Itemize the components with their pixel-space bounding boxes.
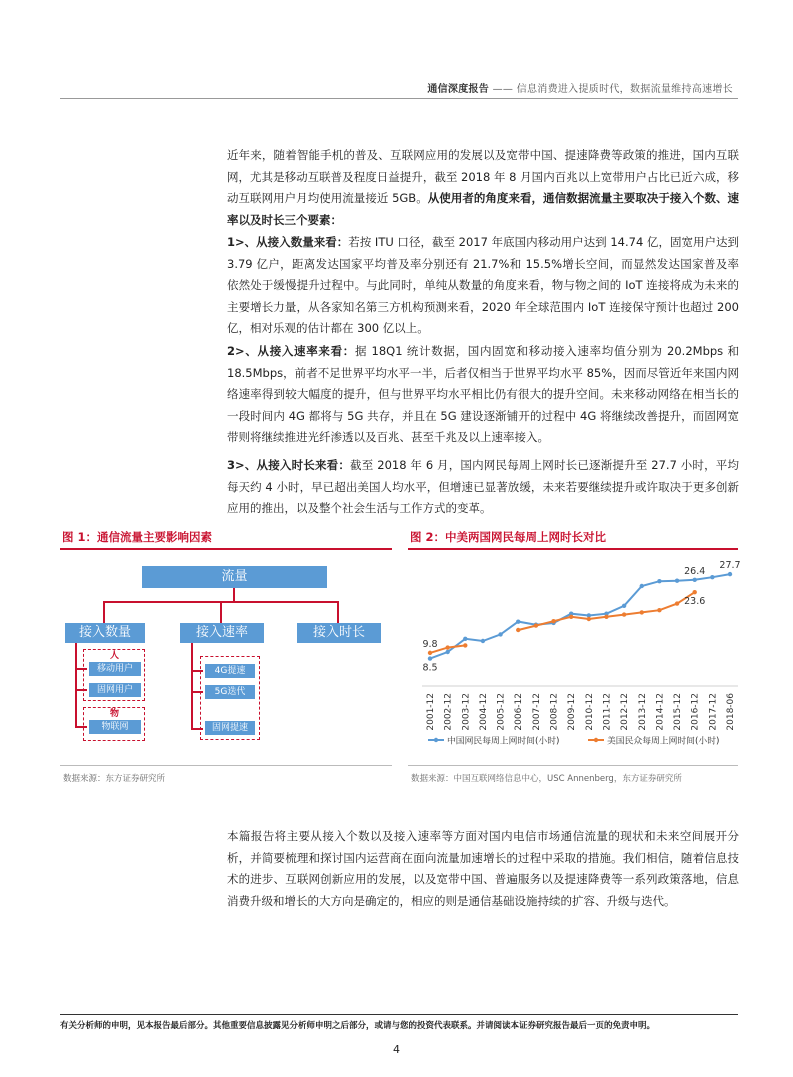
series-line-1 [430,592,695,653]
data-point-0 [622,604,626,608]
data-point-1 [587,617,591,621]
data-point-1 [640,610,644,614]
point-rate-paragraph [227,341,739,449]
x-tick-label: 2008-12 [549,693,560,731]
weekly-online-hours-chart [408,552,741,762]
mobile-users-box: 移动用户 [89,662,141,676]
x-tick-label: 2005-12 [496,693,507,731]
data-point-0 [710,575,714,579]
data-point-1 [463,643,467,647]
figure2-source-rule [408,765,738,766]
diagram-connector [75,643,77,728]
data-label: 27.7 [719,560,741,572]
x-tick-label: 2011-12 [602,693,613,731]
legend-label: 中国网民每周上网时间(小时) [447,736,560,747]
point-rate-text: 据 18Q1 统计数据，国内固宽和移动接入速率均值分别为 20.2Mbps 和 18.5Mbps，前者不足世界平均水平一半，后者仅相当于世界平均水平 85%，因而尽管近年来国内网络速率得到较大幅度的提升，但与世界平均水平相比仍有很大的提升空间。未来移动网络在相当长的一段时间内 4G 都将与 5G 共存，并且在 5G 建设逐渐铺开的过程中 4G 将继续改善提升，而固网宽带则将继续推进光纤渗透以及百兆、甚至千兆及以上速率接入。 [227,344,739,444]
fixed-speedup-box: 固网提速 [205,721,255,735]
point-quantity-text: 若按 ITU 口径，截至 2017 年底国内移动用户达到 14.74 亿，固宽用户达到 3.79 亿户，距离发达国家平均普及率分别还有 21.7%和 15.5%增长空间，而显然发达国家普及率依然处于缓慢提升过程中。与此同时，单纯从数量的角度来看，物与物之间的 IoT 连接将成为未来的主要增长力量，从各家知名第三方机构预测来看，2020 年全球范围内 IoT 连接保守预计也超过 200 亿，相对乐观的估计都在 300 亿以上。 [227,235,740,335]
figure2-caption: 图 2：中美两国网民每周上网时长对比 [410,530,607,544]
5g-iteration-box: 5G迭代 [205,685,255,699]
point-quantity-lead: 1>、从接入数量来看： [227,235,349,249]
fixed-users-box: 固网用户 [89,683,141,697]
point-duration-lead: 3>、从接入时长来看： [227,458,351,472]
header-divider [60,98,738,99]
x-tick-label: 2001-12 [426,693,436,731]
diagram-root-box: 流量 [142,566,327,588]
x-tick-label: 2016-12 [690,693,701,731]
person-group-label: 人 [110,651,120,661]
x-tick-label: 2009-12 [567,693,578,731]
report-subtitle: 信息消费进入提质时代，数据流量维持高速增长 [516,84,733,95]
diagram-branch-quantity: 接入数量 [65,623,145,643]
diagram-connector [75,668,87,670]
data-label: 26.4 [684,565,706,577]
data-label: 8.5 [422,662,438,674]
point-rate-lead: 2>、从接入速率来看： [227,344,355,358]
4g-upgrade-box: 4G提速 [205,664,255,678]
diagram-connector [220,601,222,623]
series-line-0 [430,574,730,659]
diagram-connector [337,601,339,623]
data-point-0 [481,639,485,643]
data-point-1 [693,590,697,594]
x-tick-label: 2012-12 [620,693,631,731]
x-tick-label: 2007-12 [531,693,542,731]
data-point-1 [516,628,520,632]
diagram-connector [233,588,235,602]
legend-label: 美国民众每周上网时间(小时) [607,736,720,747]
data-point-0 [640,584,644,588]
x-tick-label: 2003-12 [461,693,472,731]
data-point-1 [657,608,661,612]
data-point-0 [657,579,661,583]
report-type: 通信深度报告 [427,84,490,95]
data-point-1 [569,615,573,619]
page-number: 4 [393,1043,400,1056]
diagram-connector [191,691,203,693]
figure1-source-rule [60,765,392,766]
diagram-connector [191,728,203,730]
data-point-0 [728,572,732,576]
legend-marker-0 [434,738,438,742]
report-header [427,80,733,95]
data-label: 9.8 [422,638,438,650]
data-point-1 [604,615,608,619]
point-duration-paragraph [227,455,739,520]
data-point-1 [445,645,449,649]
diagram-connector [191,643,193,729]
point-quantity-paragraph [227,232,739,340]
data-point-0 [428,656,432,660]
point-duration-text: 截至 2018 年 6 月，国内网民每周上网时长已逐渐提升至 27.7 小时，平均每天约 4 小时，早已超出美国人均水平，但增速已显著放缓，未来若要继续提升或许取决于更多创新应用的推出，以及整个社会生活与工作方式的变革。 [227,458,739,515]
diagram-connector [75,689,87,691]
intro-text: 近年来，随着智能手机的普及、互联网应用的发展以及宽带中国、提速降费等政策的推进，国内互联网，尤其是移动互联普及程度日益提升，截至 2018 年 8 月国内百兆以上宽带用户占比已近六成，移动互联网用户月均使用流量接近 5GB。 [227,148,739,205]
thing-group-label: 物 [110,709,120,719]
figure2-source: 数据来源：中国互联网络信息中心，USC Annenberg，东方证券研究所 [411,774,682,784]
x-tick-label: 2017-12 [708,693,719,731]
iot-box: 物联网 [89,720,141,734]
x-tick-label: 2015-12 [673,693,684,731]
figure1-caption: 图 1：通信流量主要影响因素 [62,530,213,544]
data-label: 23.6 [684,596,706,608]
diagram-connector [103,601,105,623]
intro-paragraph [227,145,739,231]
header-separator: —— [489,84,517,95]
diagram-connector [191,670,203,672]
data-point-0 [693,578,697,582]
figure1-source: 数据来源：东方证券研究所 [63,774,166,784]
figure1-rule [60,548,392,550]
intro-bold-text: 从使用者的角度来看，通信数据流量主要取决于接入个数、速率以及时长三个要素： [227,191,739,227]
footer-divider [60,1014,738,1015]
x-tick-label: 2018-06 [726,693,736,731]
legend-marker-1 [594,738,598,742]
diagram-branch-duration: 接入时长 [297,623,381,643]
data-point-0 [463,637,467,641]
data-point-1 [534,623,538,627]
x-tick-label: 2004-12 [478,693,489,731]
data-point-0 [445,650,449,654]
diagram-connector [75,726,87,728]
summary-paragraph: 本篇报告将主要从接入个数以及接入速率等方面对国内电信市场通信流量的现状和未来空间展开分析，并简要梳理和探讨国内运营商在面向流量加速增长的过程中采取的措施。我们相信，随着信息技术的进步、互联网创新应用的发展，以及宽带中国、普遍服务以及提速降费等一系列政策落地，信息消费升级和增长的大方向是确定的，相应的则是通信基础设施持续的扩容、升级与迭代。 [227,829,739,908]
data-point-0 [498,632,502,636]
diagram-branch-rate: 接入速率 [180,623,264,643]
x-tick-label: 2002-12 [443,693,454,731]
x-tick-label: 2013-12 [637,693,648,731]
x-tick-label: 2010-12 [584,693,595,731]
x-tick-label: 2014-12 [655,693,666,731]
figure2-rule [408,548,738,550]
footer-disclaimer: 有关分析师的申明，见本报告最后部分。其他重要信息披露见分析师申明之后部分，或请与您的投资代表联系。并请阅读本证券研究报告最后一页的免责申明。 [60,1021,656,1031]
data-point-1 [675,601,679,605]
data-point-0 [675,579,679,583]
data-point-1 [551,619,555,623]
data-point-1 [622,612,626,616]
x-tick-label: 2006-12 [514,693,525,731]
data-point-0 [516,619,520,623]
data-point-1 [428,651,432,655]
